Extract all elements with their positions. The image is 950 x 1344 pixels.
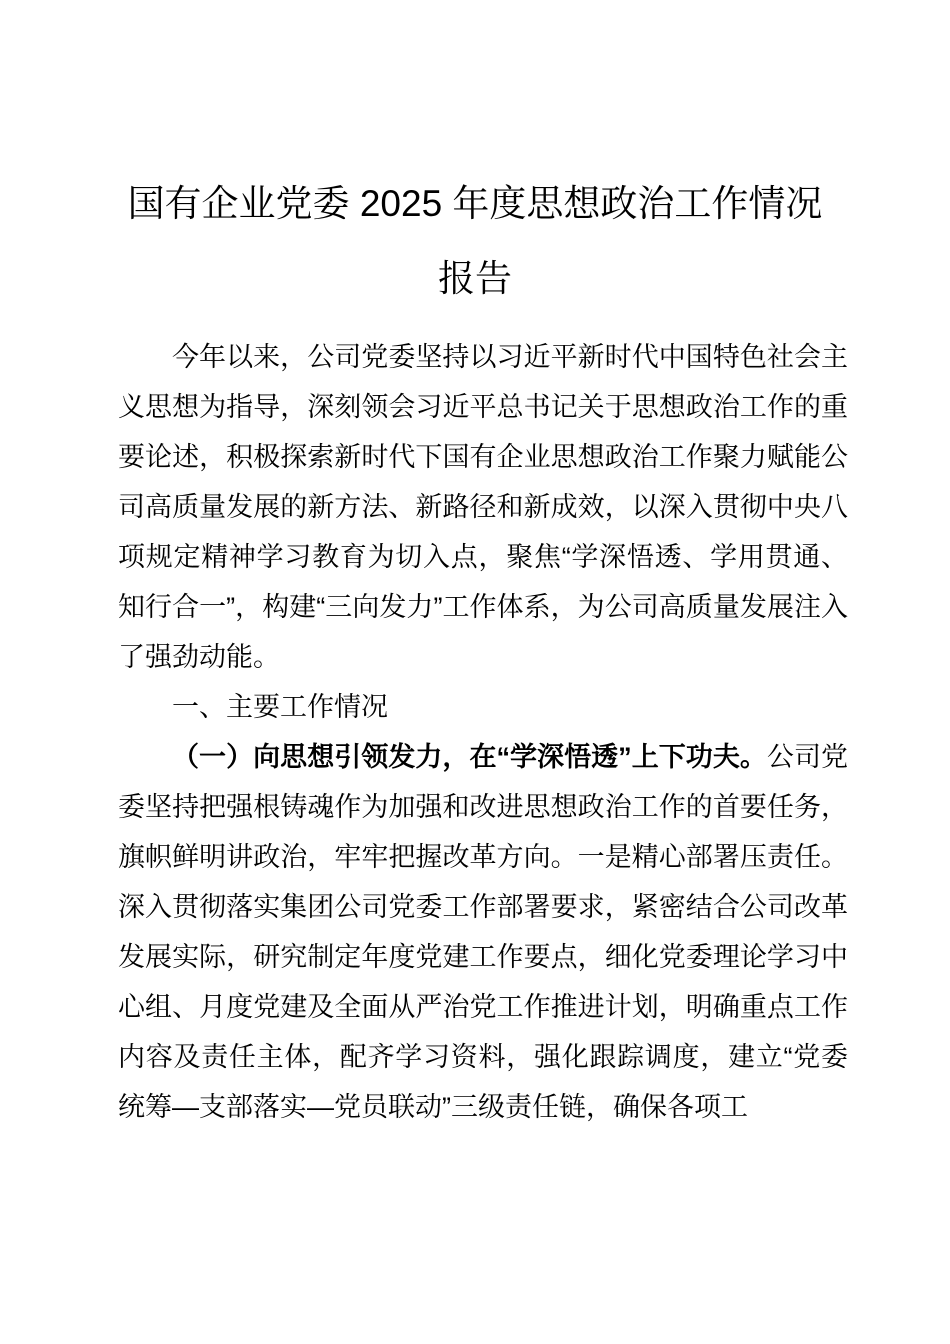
document-title-line-2: 报告	[438, 258, 512, 299]
paragraph-section-1-1	[118, 732, 848, 1132]
paragraph-intro: 今年以来，公司党委坚持以习近平新时代中国特色社会主义思想为指导，深刻领会习近平总书记关于思想政治工作的重要论述，积极探索新时代下国有企业思想政治工作聚力赋能公司高质量发展的新方法、新路径和新成效，以深入贯彻中央八项规定精神学习教育为切入点，聚焦“学深悟透、学用贯通、知行合一”，构建“三向发力”工作体系，为公司高质量发展注入了强劲动能。	[118, 342, 848, 672]
paragraph-section-1-1-bold-lead: （一）向思想引领发力，在“学深悟透”上下功夫。	[172, 742, 767, 772]
document-title-line-1: 国有企业党委 2025 年度思想政治工作情况	[127, 183, 823, 224]
section-heading-main-work: 一、主要工作情况	[172, 692, 388, 722]
document-title	[95, 166, 855, 316]
document-body	[118, 332, 848, 1132]
paragraph-section-1-1-text: 公司党委坚持把强根铸魂作为加强和改进思想政治工作的首要任务，旗帜鲜明讲政治，牢牢把握改革方向。一是精心部署压责任。深入贯彻落实集团公司党委工作部署要求，紧密结合公司改革发展实际，研究制定年度党建工作要点，细化党委理论学习中心组、月度党建及全面从严治党工作推进计划，明确重点工作内容及责任主体，配齐学习资料，强化跟踪调度，建立“党委统筹—支部落实—党员联动”三级责任链，确保各项工	[118, 742, 849, 1122]
